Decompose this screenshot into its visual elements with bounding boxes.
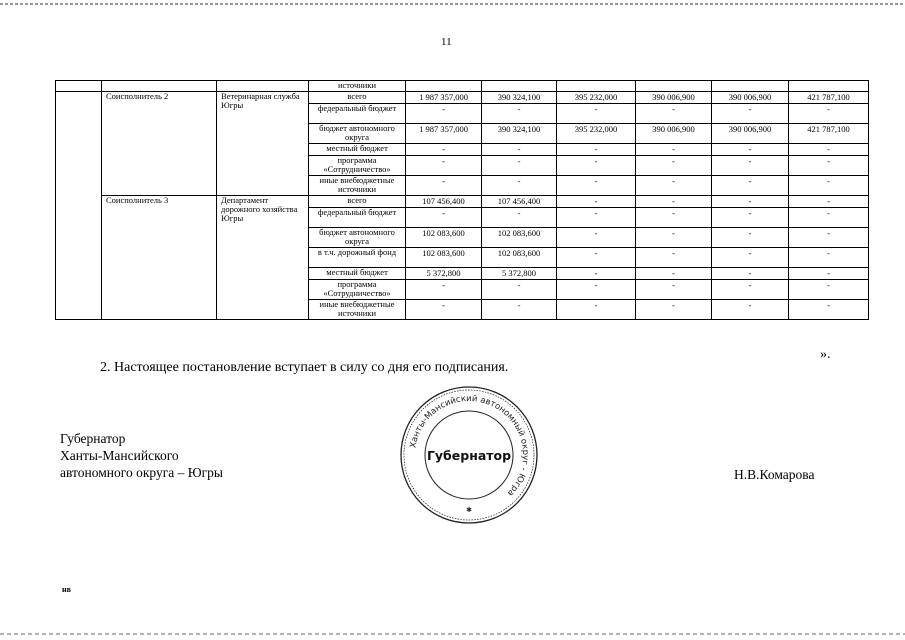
amount-cell: 102 083,600: [482, 248, 557, 268]
amount-cell: -: [557, 228, 636, 248]
amount-cell: -: [557, 156, 636, 176]
funding-source-cell: федеральный бюджет: [309, 208, 406, 228]
amount-cell: -: [712, 280, 789, 300]
amount-cell: 390 006,900: [636, 124, 712, 144]
amount-cell: -: [406, 208, 482, 228]
amount-cell: -: [557, 104, 636, 124]
funding-source-cell: бюджет автономного округа: [309, 124, 406, 144]
amount-cell: -: [406, 300, 482, 320]
amount-cell: -: [789, 208, 869, 228]
scan-edge-bottom: [0, 633, 905, 635]
amount-cell: -: [712, 104, 789, 124]
amount-cell: -: [406, 144, 482, 156]
table-cell: [217, 81, 309, 92]
funding-source-cell: местный бюджет: [309, 144, 406, 156]
funding-source-cell: в т.ч. дорожный фонд: [309, 248, 406, 268]
co-executor-cell: Соисполнитель 2: [102, 92, 217, 196]
page-number: 11: [441, 36, 452, 48]
seal-center-text: Губернатор: [426, 448, 512, 463]
amount-cell: -: [636, 228, 712, 248]
amount-cell: 107 456,400: [406, 196, 482, 208]
amount-cell: -: [712, 228, 789, 248]
table-cell: [482, 81, 557, 92]
amount-cell: -: [482, 144, 557, 156]
amount-cell: -: [482, 208, 557, 228]
amount-cell: -: [789, 268, 869, 280]
amount-cell: -: [636, 268, 712, 280]
amount-cell: 395 232,000: [557, 124, 636, 144]
footer-initials: нв: [62, 585, 71, 594]
amount-cell: -: [789, 176, 869, 196]
amount-cell: 5 372,800: [406, 268, 482, 280]
amount-cell: -: [636, 196, 712, 208]
amount-cell: -: [712, 208, 789, 228]
seal-ring-text: Ханты-Мансийский автономный округ - Югра: [408, 393, 531, 498]
table-body: [56, 81, 869, 320]
table-row: [56, 81, 869, 92]
amount-cell: -: [789, 196, 869, 208]
table-cell: [712, 81, 789, 92]
amount-cell: -: [636, 176, 712, 196]
table-cell: [789, 81, 869, 92]
amount-cell: 390 324,100: [482, 124, 557, 144]
table-cell: [557, 81, 636, 92]
signatory-name: Н.В.Комарова: [734, 467, 815, 482]
funding-source-cell: программа «Сотрудничество»: [309, 156, 406, 176]
amount-cell: -: [557, 208, 636, 228]
amount-cell: 390 006,900: [712, 124, 789, 144]
amount-cell: -: [712, 156, 789, 176]
scan-edge-top: [0, 3, 905, 5]
amount-cell: -: [406, 176, 482, 196]
funding-source-cell: всего: [309, 92, 406, 104]
amount-cell: -: [557, 268, 636, 280]
amount-cell: -: [557, 144, 636, 156]
agency-cell: Департамент дорожного хозяйства Югры: [217, 196, 309, 320]
co-executor-cell: Соисполнитель 3: [102, 196, 217, 320]
amount-cell: -: [557, 280, 636, 300]
amount-cell: -: [712, 268, 789, 280]
amount-cell: -: [557, 248, 636, 268]
amount-cell: 390 006,900: [712, 92, 789, 104]
signatory-title: [60, 430, 223, 481]
amount-cell: 421 787,100: [789, 124, 869, 144]
amount-cell: -: [557, 196, 636, 208]
amount-cell: 5 372,800: [482, 268, 557, 280]
table-cell: [102, 81, 217, 92]
table-cell: [636, 81, 712, 92]
amount-cell: -: [482, 176, 557, 196]
amount-cell: 102 083,600: [406, 248, 482, 268]
amount-cell: 107 456,400: [482, 196, 557, 208]
funding-source-cell: иные внебюджетные источники: [309, 300, 406, 320]
amount-cell: 1 987 357,000: [406, 124, 482, 144]
amount-cell: 1 987 357,000: [406, 92, 482, 104]
table-row: [56, 196, 869, 208]
amount-cell: -: [789, 228, 869, 248]
amount-cell: -: [789, 300, 869, 320]
amount-cell: 390 006,900: [636, 92, 712, 104]
amount-cell: -: [636, 208, 712, 228]
funding-source-cell: местный бюджет: [309, 268, 406, 280]
table-cell: [56, 81, 102, 92]
closing-quote: ».: [820, 347, 831, 362]
amount-cell: -: [789, 248, 869, 268]
funding-source-cell: всего: [309, 196, 406, 208]
funding-source-cell: федеральный бюджет: [309, 104, 406, 124]
signatory-title-line: автономного округа – Югры: [60, 465, 223, 480]
amount-cell: -: [712, 248, 789, 268]
amount-cell: -: [636, 300, 712, 320]
amount-cell: -: [712, 196, 789, 208]
amount-cell: -: [557, 176, 636, 196]
enactment-paragraph: 2. Настоящее постановление вступает в силу со дня его подписания.: [100, 360, 509, 375]
amount-cell: 421 787,100: [789, 92, 869, 104]
amount-cell: -: [712, 144, 789, 156]
amount-cell: -: [789, 104, 869, 124]
amount-cell: -: [482, 280, 557, 300]
amount-cell: -: [557, 300, 636, 320]
table-cell: [406, 81, 482, 92]
budget-table: [55, 80, 869, 320]
amount-cell: -: [712, 300, 789, 320]
amount-cell: -: [789, 280, 869, 300]
signatory-title-line: Ханты-Мансийского: [60, 448, 179, 463]
signatory-title-line: Губернатор: [60, 431, 126, 446]
amount-cell: -: [482, 300, 557, 320]
amount-cell: -: [789, 156, 869, 176]
amount-cell: -: [482, 104, 557, 124]
table-row: [56, 92, 869, 104]
seal-star-icon: ✱: [466, 506, 472, 514]
table-cell: [56, 92, 102, 320]
amount-cell: -: [712, 176, 789, 196]
amount-cell: 102 083,600: [406, 228, 482, 248]
amount-cell: -: [636, 144, 712, 156]
funding-source-cell: программа «Сотрудничество»: [309, 280, 406, 300]
funding-source-cell: бюджет автономного округа: [309, 228, 406, 248]
amount-cell: 395 232,000: [557, 92, 636, 104]
amount-cell: -: [636, 156, 712, 176]
amount-cell: -: [636, 104, 712, 124]
amount-cell: -: [406, 280, 482, 300]
official-seal: [398, 384, 540, 526]
agency-cell: Ветеринарная служба Югры: [217, 92, 309, 196]
funding-source-cell: источники: [309, 81, 406, 92]
amount-cell: -: [636, 248, 712, 268]
amount-cell: -: [636, 280, 712, 300]
amount-cell: -: [406, 104, 482, 124]
amount-cell: -: [406, 156, 482, 176]
funding-source-cell: иные внебюджетные источники: [309, 176, 406, 196]
amount-cell: 390 324,100: [482, 92, 557, 104]
amount-cell: -: [789, 144, 869, 156]
amount-cell: 102 083,600: [482, 228, 557, 248]
amount-cell: -: [482, 156, 557, 176]
